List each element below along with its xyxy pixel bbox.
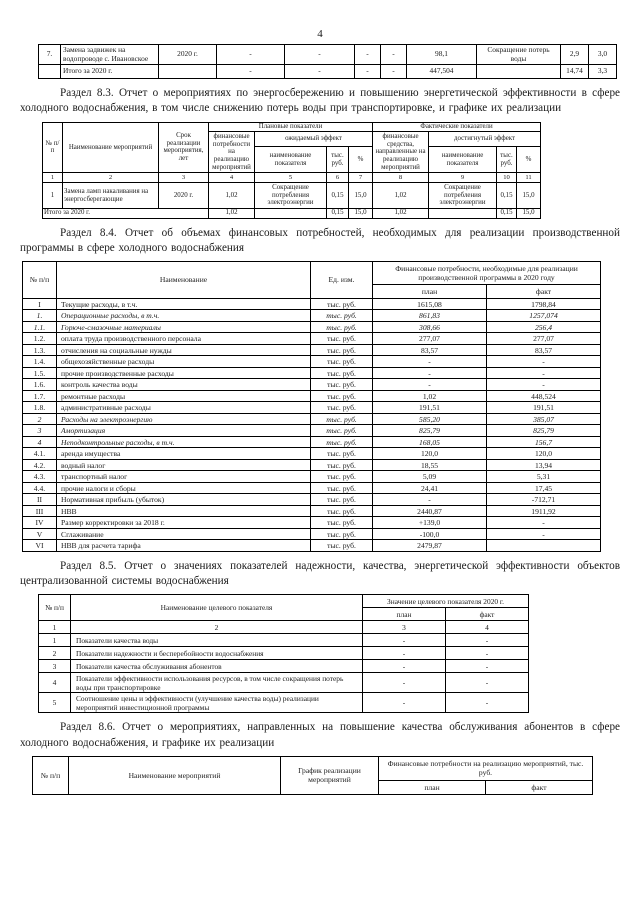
cell-name: отчисления на социальные нужды: [57, 344, 311, 356]
header-plan: план: [379, 780, 486, 794]
cell-num: 7.: [39, 45, 61, 65]
table-8-3: [42, 122, 541, 219]
cell-unit: тыс. руб.: [311, 402, 373, 414]
cell-name: общехозяйственные расходы: [57, 356, 311, 368]
cell-name: Соотношение цены и эффективности (улучшение качества воды) реализации мероприятий инвестиционной программы: [71, 693, 363, 713]
cell-fact: 1911,92: [487, 505, 601, 517]
cell-c9: Сокращение потерь воды: [477, 45, 561, 65]
page-number: 4: [317, 28, 323, 40]
cell-unit: тыс. руб.: [311, 436, 373, 448]
header-plan-thousand: тыс. руб.: [327, 147, 349, 173]
cell-plan: 168,05: [373, 436, 487, 448]
cell-name: Расходы на электроэнергию: [57, 413, 311, 425]
header-plan-indicator: наименование показателя: [255, 147, 327, 173]
cell-act-fin: 1,02: [373, 183, 429, 208]
cell-num: 4.4.: [23, 482, 57, 494]
cell-name: контроль качества воды: [57, 379, 311, 391]
cell-plan-thousand: 0,15: [327, 208, 349, 218]
cell-unit: тыс. руб.: [311, 367, 373, 379]
cell-plan: -: [363, 660, 446, 673]
colnum-11: 11: [517, 173, 541, 183]
cell-num: 1.: [23, 310, 57, 322]
cell-plan: 191,51: [373, 402, 487, 414]
table-row: [39, 45, 617, 65]
cell-num: VI: [23, 540, 57, 552]
cell-num: 1.2.: [23, 333, 57, 345]
cell-fact: 17,45: [487, 482, 601, 494]
cell-c4: -: [217, 45, 285, 65]
cell-num: 1: [43, 183, 63, 208]
table-row: [23, 413, 601, 425]
header-num: № п/п: [23, 261, 57, 298]
cell-unit: тыс. руб.: [311, 333, 373, 345]
cell-fact: 277,07: [487, 333, 601, 345]
cell-plan-indicator: [255, 208, 327, 218]
colnum-1: 1: [39, 621, 71, 634]
cell-fact: -: [487, 517, 601, 529]
cell-plan: 277,07: [373, 333, 487, 345]
table-row: [23, 298, 601, 310]
header-fact: факт: [486, 780, 593, 794]
cell-unit: тыс. руб.: [311, 413, 373, 425]
cell-name: Сглаживание: [57, 528, 311, 540]
cell-c5: -: [285, 65, 355, 79]
section-8-4-heading: Раздел 8.4. Отчет об объемах финансовых потребностей, необходимых для реализации производственной программы в сфере холодного водоснабжения: [20, 226, 620, 254]
cell-plan: -: [363, 673, 446, 693]
cell-plan: -: [373, 379, 487, 391]
cell-fact: -: [446, 634, 529, 647]
table-row: [23, 402, 601, 414]
header-act-indicator: наименование показателя: [429, 147, 497, 173]
cell-plan: -: [373, 494, 487, 506]
cell-fact: -: [487, 367, 601, 379]
cell-plan: 1,02: [373, 390, 487, 402]
table-row: [23, 482, 601, 494]
cell-name: Размер корректировки за 2018 г.: [57, 517, 311, 529]
header-num: № п/п: [43, 122, 63, 173]
table-header-row-1: [33, 756, 593, 780]
colnum-2: 2: [71, 621, 363, 634]
table-row: [23, 540, 601, 552]
cell-fact: 120,0: [487, 448, 601, 460]
cell-name: Показатели качества воды: [71, 634, 363, 647]
header-unit: Ед. изм.: [311, 261, 373, 298]
header-plan: план: [373, 284, 487, 298]
colnum-1: 1: [43, 173, 63, 183]
header-plan-fin: финансовые потребности на реализацию мероприятий: [209, 132, 255, 173]
cell-plan: 861,83: [373, 310, 487, 322]
colnum-10: 10: [497, 173, 517, 183]
table-row: [39, 673, 529, 693]
table-row: [43, 183, 541, 208]
cell-plan: 5,09: [373, 471, 487, 483]
cell-name: Текущие расходы, в т.ч.: [57, 298, 311, 310]
cell-fact: 5,31: [487, 471, 601, 483]
cell-plan: +139,0: [373, 517, 487, 529]
header-planned-group: Плановые показатели: [209, 122, 373, 132]
cell-total-label: Итого за 2020 г.: [61, 65, 159, 79]
cell-fact: 13,94: [487, 459, 601, 471]
cell-term: [159, 65, 217, 79]
cell-fact: -: [446, 673, 529, 693]
header-fact: факт: [446, 608, 529, 621]
cell-c7: -: [381, 45, 407, 65]
cell-c6: -: [355, 65, 381, 79]
cell-num: 2: [39, 647, 71, 660]
cell-fact: 1257,074: [487, 310, 601, 322]
table-column-numbers-row: [39, 621, 529, 634]
cell-act-indicator: [429, 208, 497, 218]
cell-fact: 83,57: [487, 344, 601, 356]
cell-name: административные расходы: [57, 402, 311, 414]
cell-unit: тыс. руб.: [311, 517, 373, 529]
header-num: № п/п: [33, 756, 69, 794]
table-row: [23, 367, 601, 379]
cell-act-thousand: 0,15: [497, 208, 517, 218]
cell-num: 1.8.: [23, 402, 57, 414]
header-term: Срок реализации мероприятия, лет: [159, 122, 209, 173]
table-row: [39, 660, 529, 673]
cell-plan-thousand: 0,15: [327, 183, 349, 208]
cell-plan-percent: 15,0: [349, 183, 373, 208]
table-row: [23, 425, 601, 437]
table-total-row: [43, 208, 541, 218]
header-plan-percent: %: [349, 147, 373, 173]
cell-unit: тыс. руб.: [311, 540, 373, 552]
cell-unit: тыс. руб.: [311, 482, 373, 494]
cell-plan: 2440,87: [373, 505, 487, 517]
table-header-row-1: [23, 261, 601, 284]
cell-unit: тыс. руб.: [311, 459, 373, 471]
cell-c10: 14,74: [561, 65, 589, 79]
cell-unit: тыс. руб.: [311, 310, 373, 322]
cell-num: IV: [23, 517, 57, 529]
cell-plan-indicator: Сокращение потребления электроэнергии: [255, 183, 327, 208]
cell-unit: тыс. руб.: [311, 494, 373, 506]
cell-plan: -: [363, 693, 446, 713]
header-group: Значение целевого показателя 2020 г.: [363, 595, 529, 608]
cell-num: 1: [39, 634, 71, 647]
header-plan-effect: ожидаемый эффект: [255, 132, 373, 147]
header-act-fin: финансовые средства, направленные на реализацию мероприятий: [373, 132, 429, 173]
header-plan: план: [363, 608, 446, 621]
cell-plan-fin: 1,02: [209, 183, 255, 208]
table-row: [23, 471, 601, 483]
cell-num: 1.7.: [23, 390, 57, 402]
header-group: Финансовые потребности, необходимые для реализации производственной программы в 2020 году: [373, 261, 601, 284]
table-row: [23, 356, 601, 368]
colnum-4: 4: [209, 173, 255, 183]
cell-plan: 1615,08: [373, 298, 487, 310]
table-row: [23, 379, 601, 391]
cell-act-percent: 15,0: [517, 183, 541, 208]
cell-unit: тыс. руб.: [311, 505, 373, 517]
cell-num: [39, 65, 61, 79]
cell-c4: -: [217, 65, 285, 79]
table-row: [23, 459, 601, 471]
cell-act-indicator: Сокращение потребления электроэнергии: [429, 183, 497, 208]
section-8-3-heading: Раздел 8.3. Отчет о мероприятиях по энергосбережению и повышению энергетической эффективности в сфере холодного водоснабжения, в том числе снижению потерь воды при транспортировке, и графике их реализации: [20, 87, 620, 115]
header-act-effect: достигнутый эффект: [429, 132, 541, 147]
table-row: [23, 333, 601, 345]
header-act-thousand: тыс. руб.: [497, 147, 517, 173]
table-8-4: [22, 261, 601, 552]
cell-fact: 385,07: [487, 413, 601, 425]
table-row: [23, 321, 601, 333]
cell-name: прочие налоги и сборы: [57, 482, 311, 494]
colnum-6: 6: [327, 173, 349, 183]
cell-num: 4.2.: [23, 459, 57, 471]
cell-plan: -: [363, 647, 446, 660]
cell-name: Горюче-смазочные материалы: [57, 321, 311, 333]
cell-num: 1.6.: [23, 379, 57, 391]
cell-num: 2: [23, 413, 57, 425]
cell-num: 1.5.: [23, 367, 57, 379]
header-schedule: График реализации мероприятий: [281, 756, 379, 794]
cell-fact: -712,71: [487, 494, 601, 506]
cell-c8: 98,1: [407, 45, 477, 65]
cell-c11: 3,3: [589, 65, 617, 79]
colnum-9: 9: [429, 173, 497, 183]
cell-c9: [477, 65, 561, 79]
cell-unit: тыс. руб.: [311, 356, 373, 368]
table-total-row: [39, 65, 617, 79]
cell-term: 2020 г.: [159, 45, 217, 65]
table-row: [23, 310, 601, 322]
colnum-5: 5: [255, 173, 327, 183]
cell-name: НВВ: [57, 505, 311, 517]
table-row: [23, 505, 601, 517]
table-row: [23, 494, 601, 506]
cell-act-percent: 15,0: [517, 208, 541, 218]
cell-name: аренда имущества: [57, 448, 311, 460]
table-column-numbers-row: [43, 173, 541, 183]
cell-c6: -: [355, 45, 381, 65]
cell-unit: тыс. руб.: [311, 344, 373, 356]
cell-c11: 3,0: [589, 45, 617, 65]
table-row: [23, 390, 601, 402]
cell-fact: -: [446, 647, 529, 660]
header-fact: факт: [487, 284, 601, 298]
cell-num: 3: [23, 425, 57, 437]
table-row: [23, 344, 601, 356]
cell-unit: тыс. руб.: [311, 448, 373, 460]
header-name: Наименование целевого показателя: [71, 595, 363, 621]
cell-unit: тыс. руб.: [311, 471, 373, 483]
header-name: Наименование мероприятий: [69, 756, 281, 794]
cell-plan: -: [373, 356, 487, 368]
header-name: Наименование мероприятий: [63, 122, 159, 173]
cell-c8: 447,504: [407, 65, 477, 79]
cell-fact: 1798,84: [487, 298, 601, 310]
cell-num: 1.4.: [23, 356, 57, 368]
cell-plan: 825,79: [373, 425, 487, 437]
cell-plan: 83,57: [373, 344, 487, 356]
cell-unit: тыс. руб.: [311, 321, 373, 333]
colnum-7: 7: [349, 173, 373, 183]
table-row: [23, 528, 601, 540]
header-act-percent: %: [517, 147, 541, 173]
cell-name: Замена ламп накаливания на энергосберегающие: [63, 183, 159, 208]
cell-c10: 2,9: [561, 45, 589, 65]
cell-num: II: [23, 494, 57, 506]
cell-name: Показатели качества обслуживания абонентов: [71, 660, 363, 673]
table-row: [23, 517, 601, 529]
cell-fact: 191,51: [487, 402, 601, 414]
cell-plan: 24,41: [373, 482, 487, 494]
cell-name: прочие производственные расходы: [57, 367, 311, 379]
cell-unit: тыс. руб.: [311, 390, 373, 402]
cell-fact: 256,4: [487, 321, 601, 333]
cell-name: Замена задвижек на водопроводе с. Ивановское: [61, 45, 159, 65]
cell-num: 1.1.: [23, 321, 57, 333]
cell-plan: -: [363, 634, 446, 647]
cell-c5: -: [285, 45, 355, 65]
cell-name: Нормативная прибыль (убыток): [57, 494, 311, 506]
cell-plan-percent: 15,0: [349, 208, 373, 218]
header-group: Финансовые потребности на реализацию мероприятий, тыс. руб.: [379, 756, 593, 780]
cell-name: НВВ для расчета тарифа: [57, 540, 311, 552]
cell-num: 3: [39, 660, 71, 673]
page-content: [0, 44, 640, 795]
cell-fact: -: [446, 693, 529, 713]
section-8-5-heading: Раздел 8.5. Отчет о значениях показателей надежности, качества, энергетической эффективности объектов централизованной системы водоснабжения: [20, 559, 620, 588]
table-8-5: [38, 594, 529, 713]
table-8-6: [32, 756, 593, 795]
colnum-8: 8: [373, 173, 429, 183]
colnum-2: 2: [63, 173, 159, 183]
cell-num: V: [23, 528, 57, 540]
header-num: № п/п: [39, 595, 71, 621]
cell-name: Показатели надежности и бесперебойности водоснабжения: [71, 647, 363, 660]
cell-fact: 448,524: [487, 390, 601, 402]
cell-num: I: [23, 298, 57, 310]
cell-plan: 2479,87: [373, 540, 487, 552]
cell-fact: 156,7: [487, 436, 601, 448]
section-8-6-heading: Раздел 8.6. Отчет о мероприятиях, направленных на повышение качества обслуживания абонентов в сфере холодного водоснабжения, и графике их реализации: [20, 721, 620, 749]
cell-plan-fin: 1,02: [209, 208, 255, 218]
header-actual-group: Фактические показатели: [373, 122, 541, 132]
cell-num: 4: [39, 673, 71, 693]
colnum-3: 3: [159, 173, 209, 183]
cell-name: Операционные расходы, в т.ч.: [57, 310, 311, 322]
cell-name: транспортный налог: [57, 471, 311, 483]
cell-c7: -: [381, 65, 407, 79]
colnum-4: 4: [446, 621, 529, 634]
table-row: [23, 436, 601, 448]
cell-num: 4.1.: [23, 448, 57, 460]
table-row: [23, 448, 601, 460]
cell-plan: 585,20: [373, 413, 487, 425]
cell-unit: тыс. руб.: [311, 425, 373, 437]
header-name: Наименование: [57, 261, 311, 298]
cell-act-thousand: 0,15: [497, 183, 517, 208]
cell-num: 4: [23, 436, 57, 448]
cell-total-label: Итого за 2020 г.: [43, 208, 209, 218]
cell-plan: -100,0: [373, 528, 487, 540]
cell-fact: -: [446, 660, 529, 673]
cell-plan: 18,55: [373, 459, 487, 471]
cell-name: Амортизация: [57, 425, 311, 437]
table-row: [39, 693, 529, 713]
cell-fact: 825,79: [487, 425, 601, 437]
cell-fact: [487, 540, 601, 552]
table-row: [39, 647, 529, 660]
cell-plan: -: [373, 367, 487, 379]
colnum-3: 3: [363, 621, 446, 634]
cell-name: Неподконтрольные расходы, в т.ч.: [57, 436, 311, 448]
cell-num: 5: [39, 693, 71, 713]
cell-name: водный налог: [57, 459, 311, 471]
cell-unit: тыс. руб.: [311, 528, 373, 540]
cell-fact: -: [487, 379, 601, 391]
cell-fact: -: [487, 356, 601, 368]
table-header-row-1: [43, 122, 541, 132]
table-8-2-continuation: [38, 44, 617, 79]
cell-num: 1.3.: [23, 344, 57, 356]
cell-unit: тыс. руб.: [311, 298, 373, 310]
cell-num: III: [23, 505, 57, 517]
cell-name: Показатели эффективности использования ресурсов, в том числе сокращения потерь воды при транспортировке: [71, 673, 363, 693]
cell-num: 4.3.: [23, 471, 57, 483]
cell-unit: тыс. руб.: [311, 379, 373, 391]
table-row: [39, 634, 529, 647]
cell-act-fin: 1,02: [373, 208, 429, 218]
cell-name: оплата труда производственного персонала: [57, 333, 311, 345]
cell-plan: 308,66: [373, 321, 487, 333]
cell-name: ремонтные расходы: [57, 390, 311, 402]
cell-fact: -: [487, 528, 601, 540]
cell-plan: 120,0: [373, 448, 487, 460]
cell-term: 2020 г.: [159, 183, 209, 208]
table-header-row-1: [39, 595, 529, 608]
